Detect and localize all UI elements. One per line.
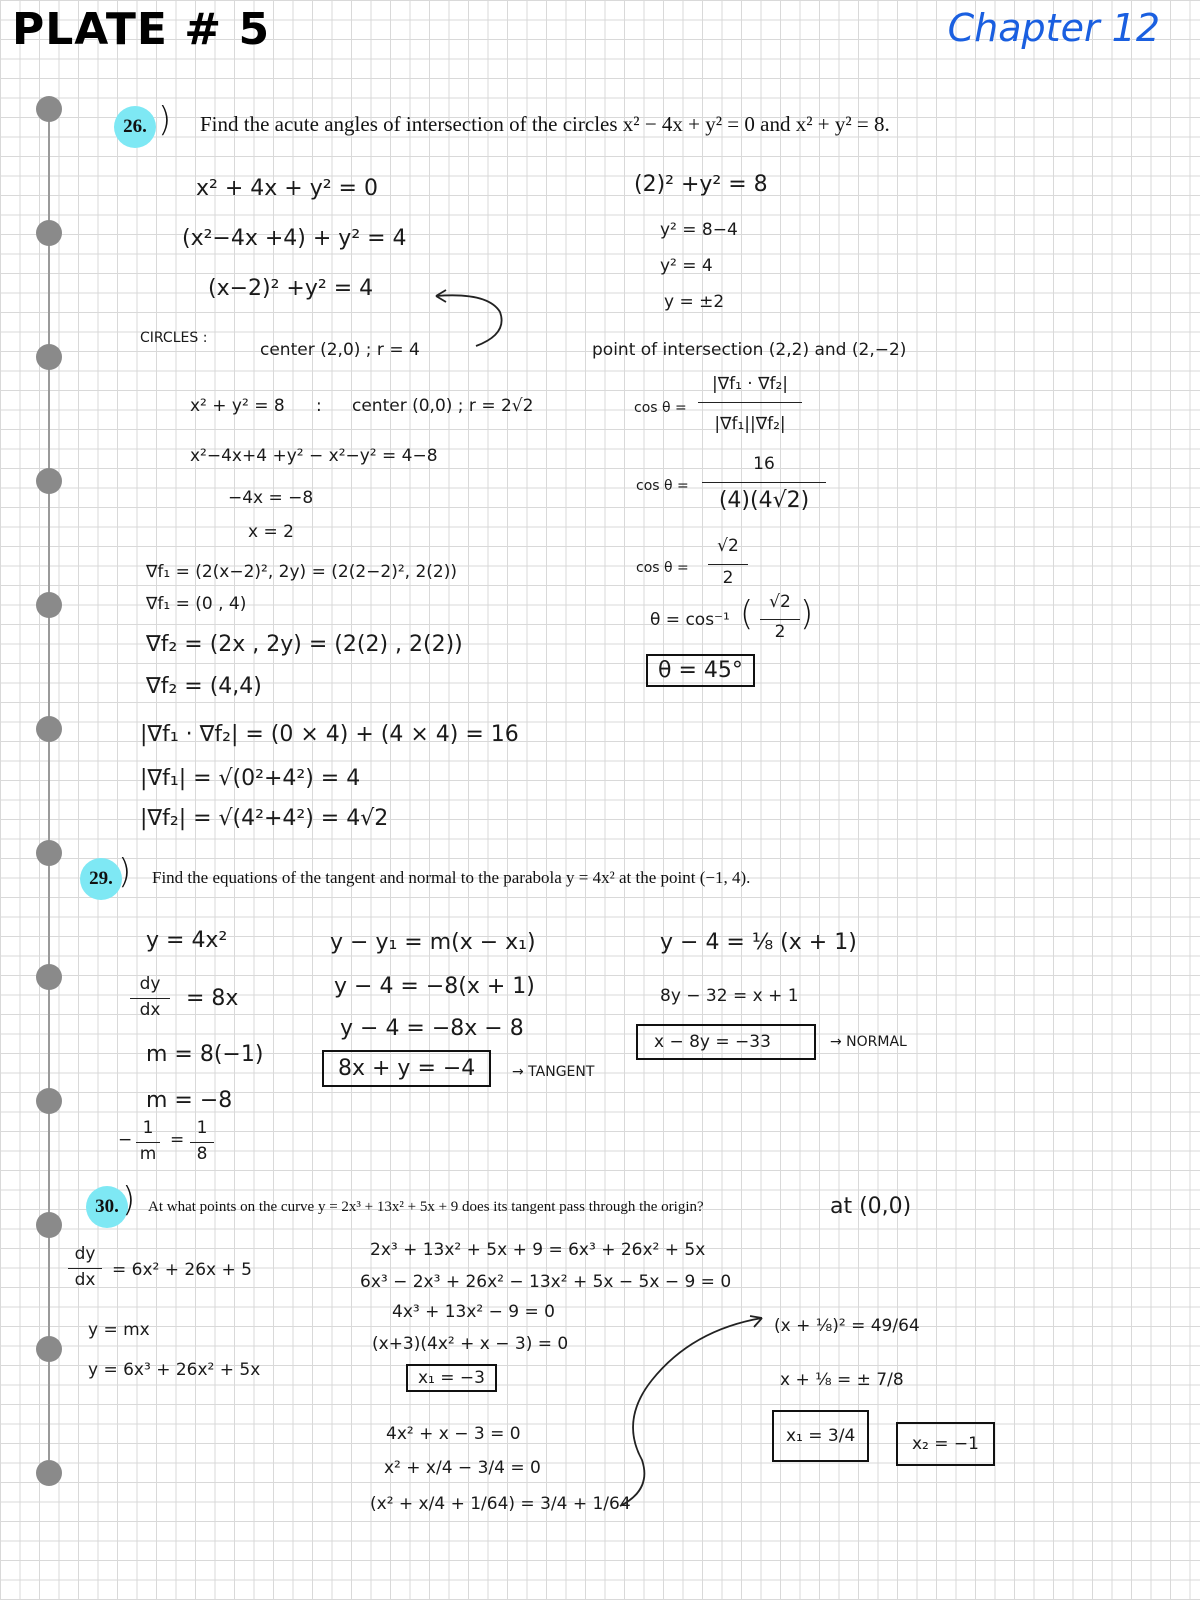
p29-t2: y − 4 = −8(x + 1) [334, 974, 535, 999]
binder-hole [36, 1460, 62, 1486]
p30-answer-1: x₁ = 3/4 [772, 1410, 869, 1462]
binder-hole [36, 220, 62, 246]
arrow-curve-icon [428, 282, 518, 354]
binder-hole [36, 592, 62, 618]
binder-hole [36, 716, 62, 742]
p30-r1: (x + ⅛)² = 49/64 [774, 1316, 920, 1336]
p26-theta-lhs: θ = cos⁻¹ [650, 610, 730, 630]
p29-one-b: 1 [196, 1118, 208, 1138]
p29-one: 1 [142, 1118, 154, 1138]
p26-answer: θ = 45° [646, 654, 755, 687]
p29-normal-answer: x − 8y = −33 [636, 1024, 816, 1060]
plate-title: PLATE # 5 [12, 4, 271, 55]
problem-26-question: Find the acute angles of intersection of the circles x² − 4x + y² = 0 and x² + y² = 8. [200, 112, 890, 136]
p26-line-3: (x−2)² +y² = 4 [208, 276, 374, 301]
fraction-bar [68, 1268, 102, 1269]
p29-normal-label: → NORMAL [830, 1034, 907, 1050]
p26-right-1: (2)² +y² = 8 [634, 172, 768, 197]
p29-dy: dy [139, 974, 161, 994]
p30-dx: dx [74, 1270, 96, 1290]
binder-hole [36, 1088, 62, 1114]
problem-30-badge: 30. [86, 1186, 128, 1228]
binder-hole [36, 1212, 62, 1238]
paren-close: ) [800, 594, 814, 634]
problem-30-question: At what points on the curve y = 2x³ + 13x² + 5x + 9 does its tangent pass through the origin? [148, 1199, 704, 1215]
p26-grad-4: ∇f₂ = (4,4) [146, 674, 262, 699]
arrow-curve-icon [612, 1310, 772, 1520]
p29-n2: 8y − 32 = x + 1 [660, 986, 799, 1006]
problem-29-badge: 29. [80, 858, 122, 900]
binder-hole [36, 964, 62, 990]
p26-norm-2: |∇f₂| = √(4²+4²) = 4√2 [140, 806, 389, 831]
p30-q3: (x² + x/4 + 1/64) = 3/4 + 1/64 [370, 1494, 631, 1514]
p26-cos3-num: √2 [717, 536, 739, 556]
p30-m3: 4x³ + 13x² − 9 = 0 [392, 1302, 555, 1322]
problem-26-badge: 26. [114, 106, 156, 148]
p26-theta-den: 2 [774, 622, 786, 642]
fraction-bar [708, 564, 748, 565]
p30-m1: 2x³ + 13x² + 5x + 9 = 6x³ + 26x² + 5x [370, 1240, 706, 1260]
p29-t1: y − y₁ = m(x − x₁) [330, 930, 536, 955]
p26-cos2-den: (4)(4√2) [718, 488, 810, 513]
p26-grad-3: ∇f₂ = (2x , 2y) = (2(2) , 2(2)) [146, 632, 463, 657]
problem-26-paren: ) [158, 100, 172, 140]
binder-hole [36, 1336, 62, 1362]
p30-root-1: x₁ = −3 [406, 1364, 497, 1392]
binder-hole [36, 468, 62, 494]
p30-y1: y = mx [88, 1320, 150, 1340]
p29-m: m [139, 1144, 157, 1164]
p26-cos3-lhs: cos θ = [636, 560, 689, 576]
p30-y2: y = 6x³ + 26x² + 5x [88, 1360, 261, 1380]
p29-a4: m = −8 [146, 1088, 233, 1113]
p29-a2-rhs: = 8x [186, 986, 239, 1011]
p26-cos2-num: 16 [753, 454, 775, 474]
p26-line-2: (x²−4x +4) + y² = 4 [182, 226, 407, 251]
p26-solve-1: −4x = −8 [228, 488, 314, 508]
p29-eq: = [170, 1130, 185, 1150]
p30-r2: x + ⅛ = ± 7/8 [780, 1370, 904, 1390]
paren-open: ( [740, 594, 754, 634]
p30-m4: (x+3)(4x² + x − 3) = 0 [372, 1334, 569, 1354]
p30-derivative: = 6x² + 26x + 5 [112, 1260, 252, 1280]
p30-at-origin: at (0,0) [830, 1194, 912, 1219]
p26-dot-product: |∇f₁ · ∇f₂| = (0 × 4) + (4 × 4) = 16 [140, 722, 519, 747]
p29-tangent-answer: 8x + y = −4 [322, 1050, 491, 1087]
p26-cos2-lhs: cos θ = [636, 478, 689, 494]
p29-a3: m = 8(−1) [146, 1042, 264, 1067]
p26-cos3-den: 2 [722, 568, 734, 588]
p29-eight: 8 [196, 1144, 208, 1164]
p26-right-3: y² = 4 [660, 256, 713, 276]
fraction-bar [760, 619, 800, 620]
p29-tangent-label: → TANGENT [512, 1064, 595, 1080]
p26-circle-2: x² + y² = 8 [190, 396, 285, 416]
p26-center-2: center (0,0) ; r = 2√2 [352, 396, 534, 416]
p26-intersection: point of intersection (2,2) and (2,−2) [592, 340, 907, 360]
binder-hole [36, 840, 62, 866]
p26-right-2: y² = 8−4 [660, 220, 738, 240]
fraction-bar [702, 482, 826, 483]
fraction-bar [190, 1142, 214, 1143]
p30-q1: 4x² + x − 3 = 0 [386, 1424, 521, 1444]
p30-answer-2: x₂ = −1 [896, 1422, 995, 1466]
p26-cos1-den: |∇f₁||∇f₂| [714, 414, 786, 434]
p26-subtraction: x²−4x+4 +y² − x²−y² = 4−8 [190, 446, 438, 466]
p26-grad-1: ∇f₁ = (2(x−2)², 2y) = (2(2−2)², 2(2)) [146, 562, 457, 582]
p30-dy: dy [74, 1244, 96, 1264]
problem-29-paren: ) [118, 852, 132, 892]
p30-m2: 6x³ − 2x³ + 26x² − 13x² + 5x − 5x − 9 = 0 [360, 1272, 732, 1292]
binder-hole [36, 344, 62, 370]
fraction-bar [698, 402, 802, 403]
problem-29-question: Find the equations of the tangent and normal to the parabola y = 4x² at the point (−1, 4). [152, 868, 751, 887]
p26-colon: : [316, 396, 322, 416]
p29-dx: dx [139, 1000, 161, 1020]
fraction-bar [130, 998, 170, 999]
binder-hole [36, 96, 62, 122]
p26-cos1-num: |∇f₁ · ∇f₂| [711, 374, 788, 394]
p26-theta-num: √2 [769, 592, 791, 612]
problem-30-paren: ) [122, 1180, 136, 1220]
p26-grad-2: ∇f₁ = (0 , 4) [146, 594, 247, 614]
fraction-bar [136, 1142, 160, 1143]
p26-solve-2: x = 2 [248, 522, 294, 542]
binder-rail [48, 110, 50, 1460]
p26-center-1: center (2,0) ; r = 4 [260, 340, 420, 360]
p26-line-1: x² + 4x + y² = 0 [196, 176, 378, 201]
p26-circles-label: CIRCLES : [140, 330, 208, 346]
p26-cos1-lhs: cos θ = [634, 400, 687, 416]
p29-n1: y − 4 = ⅛ (x + 1) [660, 930, 857, 955]
p29-t3: y − 4 = −8x − 8 [340, 1016, 524, 1041]
p30-q2: x² + x/4 − 3/4 = 0 [384, 1458, 541, 1478]
p26-norm-1: |∇f₁| = √(0²+4²) = 4 [140, 766, 361, 791]
chapter-title: Chapter 12 [947, 6, 1160, 50]
p26-right-4: y = ±2 [664, 292, 725, 312]
p29-a1: y = 4x² [146, 928, 228, 953]
p29-neg: − [118, 1130, 133, 1150]
